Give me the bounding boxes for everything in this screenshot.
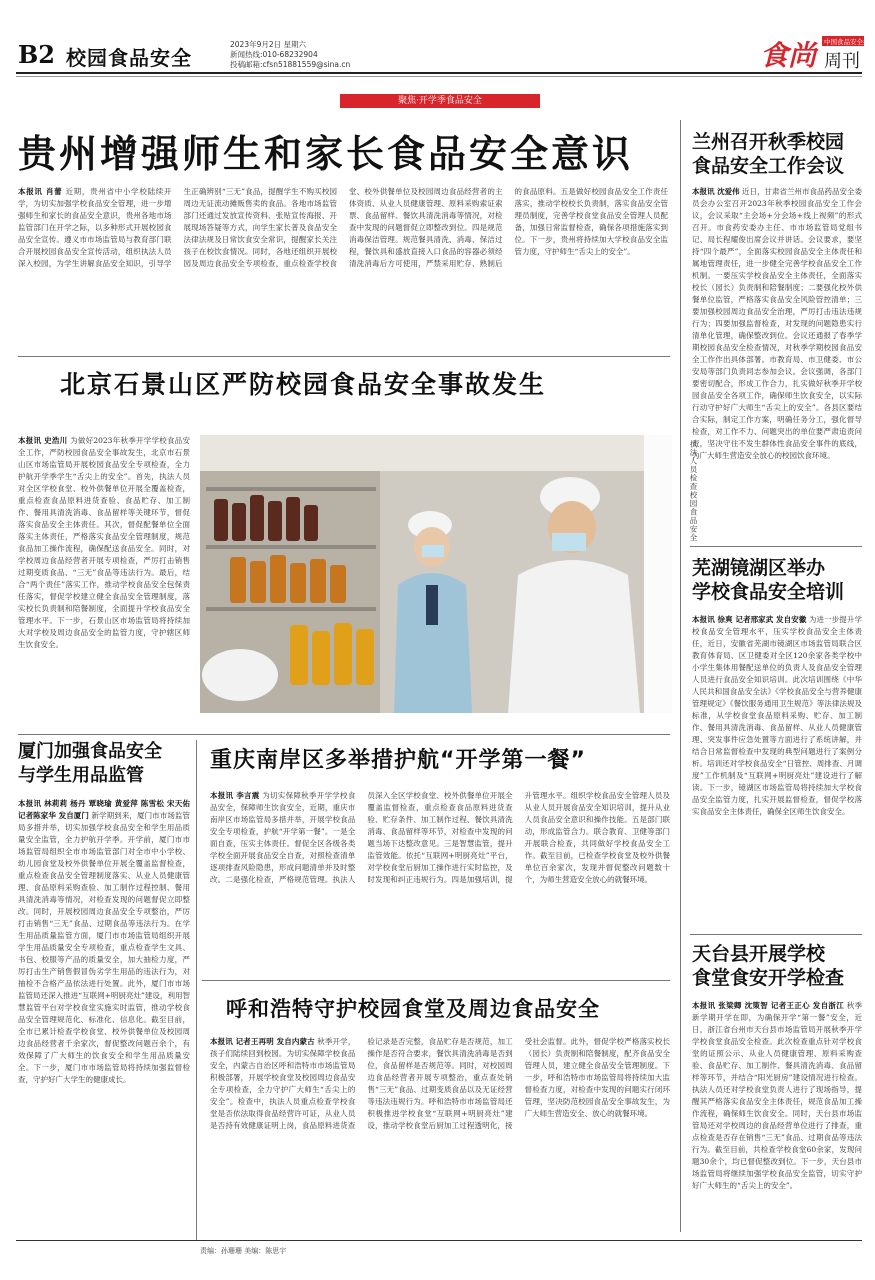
article-xiamen-title-box: [18, 740, 190, 790]
article-xiamen-body: 新学期到来，厦门市市场监管局多措并举，切实加强学校食品安全和学生用品质量安全监管，全力护航开学季。开学前，厦门市市场监管局组织全市市场监管部门对全市中小学校、幼儿园食堂及校外供餐单位开展全覆盖监督检查，重点检查食品安全管理制度落实、从业人员健康管理、食品原料采购查验、加工制作过程控制、餐用具清洗消毒等情况，对检查发现的问题督促立即整改。同时，开展校园周边食品安全专项整治，严厉打击销售“三无”食品、过期食品等违法行为。在学生用品质量监管方面，厦门市市场监管局组织开展学生用品质量安全专项检查，重点检查学生文具、书包、校服等产品的质量安全，加大抽检力度，严厉打击生产销售假冒伪劣学生用品的违法行为，对抽检不合格产品依法进行处置。此外，厦门市市场监管局还深入推进“互联网+明厨亮灶”建设，利用智慧监管平台对学校食堂实施实时监管，推动学校食品安全管理规范化、标准化、信息化。截至目前，全市已累计检查学校食堂、校外供餐单位及校园周边食品经营者千余家次，督促整改问题百余个，有效保障了广大师生的饮食安全和学生用品质量安全。下一步，厦门市市场监管局将持续加强监督检查，守护好广大学生的健康成长。: [18, 811, 190, 1084]
article-lanzhou-byline: 本报讯 沈爱伟: [692, 187, 740, 196]
article-xiamen-title-line1: 厦门加强食品安全: [18, 741, 162, 762]
article-huhehaote-title-box: [226, 990, 666, 1028]
submission-email: 投稿邮箱:cfsn51881559@sina.cn: [230, 60, 351, 69]
article-wuhu-body: 为进一步提升学校食品安全管理水平，压实学校食品安全主体责任，近日，安徽省芜湖市镜湖区市场监管局联合区教育体育局、区卫健委对全区120余家各类学校中小学生集体用餐配送单位的负责人及食品安全管理人员进行食品安全知识培训。此次培训围绕《中华人民共和国食品安全法》《学校食品安全与营养健康管理规定》《餐饮服务通用卫生规范》等法律法规及标准，从学校食堂食品原料采购、贮存、加工制作、餐用具清洗消毒、食品留样、从业人员健康管理、突发事件应急处置等方面进行了系统讲解，并结合日常监督检查中发现的典型问题进行了案例分析。培训还对学校食品安全“日管控、周排查、月调度”工作机制及“互联网+明厨亮灶”建设进行了解读。下一步，镜湖区市场监管局将持续加大学校食品安全监管力度，扎实开展监督检查，督促学校落实食品安全主体责任，确保全区师生饮食安全。: [692, 615, 862, 816]
page-section-title: 校园食品安全: [66, 46, 192, 70]
article-huhehaote-body: 秋季开学，孩子们陆续回到校园。为切实保障学校食品安全，内蒙古自治区呼和浩特市市场监管局积极部署，开展学校食堂及校园周边食品安全专项检查，全力守护广大师生“舌尖上的安全”。检查中，执法人员重点检查学校食堂是否依法取得食品经营许可证，从业人员是否持有效健康证明上岗，食品原料进货查验记录是否完整，食品贮存是否规范，加工操作是否符合要求，餐饮具清洗消毒是否到位，食品留样是否规范等。同时，对校园周边食品经营者开展专项整治，重点查处销售“三无”食品、过期变质食品以及无证经营等违法违规行为。呼和浩特市市场监管局还积极推进学校食堂“互联网+明厨亮灶”建设，推动学校食堂后厨加工过程透明化，接受社会监督。此外，督促学校严格落实校长（园长）负责制和陪餐制度，配齐食品安全管理人员，建立健全食品安全管理制度。下一步，呼和浩特市市场监管局将持续加大监督检查力度，对检查中发现的问题实行闭环管理，坚决防范校园食品安全事故发生，为广大师生营造安全、放心的就餐环境。: [210, 1037, 670, 1130]
footer-rule: [16, 1240, 862, 1241]
article-lanzhou-title-box: [692, 130, 862, 178]
article-wuhu-title-line1: 芜湖镜湖区举办: [692, 557, 826, 579]
article-tiantai: [692, 1000, 862, 1236]
article-guizhou-title-box: [18, 128, 668, 180]
topic-banner: 聚焦·开学季食品安全: [340, 94, 540, 108]
article-lanzhou: [692, 186, 862, 538]
article-beijing-body: 为做好2023年秋季开学学校食品安全工作，严防校园食品安全事故发生，北京市石景山区市场监管局开展校园食品安全专项检查，全力护航开学季学生“舌尖上的安全”。首先，执法人员对全区学校食堂、校外供餐单位开展全覆盖检查，重点检查食品原料进货查验、食品贮存、加工制作、餐用具清洗消毒、食品留样等关键环节，督促落实食品安全主体责任。其次，督促配餐单位全面落实主体责任，严格落实食品安全管理制度，规范食品加工操作流程，确保配送食品安全。同时，对学校周边食品经营者开展专项检查，严厉打击销售过期变质食品、“三无”食品等违法行为。最后，结合“两个责任”落实工作，推动学校食品安全包保责任落实，督促学校建立健全食品安全管理制度，落实校长负责制和陪餐制度，全面提升学校食品安全管理水平。下一步，石景山区市场监管局将持续加大对学校及周边食品安全的监管力度，守护辖区师生饮食安全。: [18, 436, 190, 649]
article-lanzhou-title-line1: 兰州召开秋季校园: [692, 131, 845, 153]
article-chongqing-byline: 本报讯 李言震: [210, 791, 260, 800]
article-chongqing: [210, 790, 670, 970]
article-xiamen-byline: 本报讯 林莉莉 杨丹 覃晓瑜 黄爱萍 陈雪松 宋天佑 记者陈家华 发自厦门: [18, 799, 190, 820]
news-hotline: 新闻热线:010-68232904: [230, 50, 318, 59]
article-chongqing-title-box: [210, 740, 670, 782]
article-xiamen: [18, 798, 190, 1234]
article-beijing-title-box: [60, 364, 660, 406]
article-chongqing-title: 重庆南岸区多举措护航“开学第一餐”: [210, 748, 586, 773]
page-number: B2: [18, 40, 55, 69]
editor-credit: 责编：孙珊珊 美编：陈思宇: [200, 1247, 287, 1255]
article-beijing-title: 北京石景山区严防校园食品安全事故发生: [60, 370, 547, 399]
article-tiantai-byline: 本报讯 张梁卿 沈策智 记者王正心 发自浙江: [692, 1001, 845, 1010]
article-beijing-byline: 本报讯 史浩川: [18, 436, 68, 445]
article-xiamen-title-line2: 与学生用品监管: [18, 765, 144, 786]
column-divider: [196, 740, 197, 1240]
article-wuhu-title-box: [692, 556, 862, 606]
article-wuhu-byline: 本报讯 徐爽 记者邢家武 发自安徽: [692, 615, 807, 624]
article-tiantai-body: 秋季新学期开学在即，为确保开学“第一餐”安全，近日，浙江省台州市天台县市场监管局开展秋季开学学校食堂食品安全检查。此次检查重点针对学校食堂的证照公示、从业人员健康管理、原料采购查验、食品贮存、加工制作、餐具清洗消毒、食品留样等环节，并结合“阳光厨房”建设情况进行检查。执法人员还对学校食堂负责人进行了现场指导，提醒其严格落实食品安全主体责任，规范食品加工操作流程，确保师生饮食安全。同时，天台县市场监管局还对学校周边的食品经营单位进行了排查，重点检查是否存在销售“三无”食品、过期食品等违法行为。截至目前，共检查学校食堂60余家，发现问题30余个，均已督促整改到位。下一步，天台县市场监管局将继续加强学校食品安全监管，切实守护好广大师生的“舌尖上的安全”。: [692, 1001, 862, 1190]
divider: [18, 734, 670, 735]
brand-logo-sub: 中国食品安全报: [824, 38, 865, 46]
article-beijing: [18, 435, 190, 731]
masthead-rule-thin: [16, 76, 862, 77]
divider: [18, 356, 670, 357]
divider: [690, 934, 862, 935]
article-guizhou: [18, 186, 668, 346]
article-tiantai-title-line1: 天台县开展学校: [692, 943, 826, 965]
article-guizhou-title: 贵州增强师生和家长食品安全意识: [18, 132, 634, 176]
article-lanzhou-title-line2: 食品安全工作会议: [692, 155, 845, 177]
photo-caption-text: 执法人员检查校园食品安全: [689, 440, 698, 542]
photo-caption: [688, 440, 702, 570]
article-huhehaote-byline: 本报讯 记者王再明 发自内蒙古: [210, 1037, 315, 1046]
brand-logo-text: 食尚: [760, 39, 817, 72]
brand-logo-tail: 周刊: [824, 51, 860, 72]
publish-date: 2023年9月2日 星期六: [230, 40, 307, 49]
article-guizhou-body: 近期，贵州省中小学校陆续开学，为切实加强学校食品安全管理，进一步增强师生和家长的食品安全意识，贵州各地市场监管部门在开学之际，以多种形式开展校园食品安全宣传。遵义市市场监管局与教育部门联合开展校园食品安全宣传活动，组织执法人员深入校园，为学生讲解食品安全知识，引导学生正确辨别“三无”食品，提醒学生不购买校园周边无证流动摊贩售卖的食品。各地市场监管部门还通过发放宣传资料、张贴宣传海报、开展现场答疑等方式，向学生家长普及食品安全法律法规及日常饮食安全常识，提醒家长关注孩子在校饮食情况。同时，各地还组织开展校园及周边食品安全专项检查，重点检查学校食堂、校外供餐单位及校园周边食品经营者的主体资质、从业人员健康管理、原料采购索证索票、食品留样、餐饮具清洗消毒等情况，对检查中发现的问题督促立即整改到位。四是规范消毒保洁管理。规范餐具清洗、消毒、保洁过程，餐饮具和盛放直接入口食品的容器必须经清洗消毒后方可使用，严禁采用贮存、熟制后的食品原料。五是做好校园食品安全工作责任落实，推动学校校长负责制，落实食品安全管理员制度，完善学校食堂食品安全管理人员配备，加强日常监督检查，确保各项措施落实到位。下一步，贵州将持续加大学校食品安全监管力度，守护师生“舌尖上的安全”。: [18, 187, 668, 268]
column-divider: [680, 120, 681, 1232]
divider: [202, 980, 670, 981]
article-lanzhou-body: 近日，甘肃省兰州市食品药品安全委员会办公室召开2023年秋季校园食品安全工作会议，会议采取“主会场+分会场+线上视频”的形式召开。市食药安委办主任、市市场监管局党组书记、局长程耀俊出席会议并讲话。会议要求，要坚持“四个最严”，全面落实校园食品安全主体责任和属地管理责任，进一步健全完善学校食品安全工作机制。一要压实学校食品安全主体责任，全面落实校长（园长）负责制和陪餐制度；二要强化校外供餐单位监管，严格落实食品安全风险管控清单；三要加强校园周边食品安全治理，严厉打击违法违规行为；四要加强监督检查，对发现的问题隐患实行清单化管理，确保整改到位。会议还通报了春季学期校园食品安全检查情况，对秋季学期校园食品安全工作作出具体部署。市教育局、市卫健委、市公安局等部门负责同志参加会议。会议强调，各部门要密切配合，形成工作合力，扎实做好秋季开学校园食品安全各项工作，确保师生饮食安全，以实际行动守护好广大师生“舌尖上的安全”。各县区要结合实际，制定工作方案，明确任务分工，强化督导检查，对工作不力、问题突出的单位要严肃追责问责，坚决守住不发生群体性食品安全事件的底线，为广大师生营造安全放心的校园饮食环境。: [692, 187, 862, 460]
article-huhehaote-title: 呼和浩特守护校园食堂及周边食品安全: [226, 997, 600, 1021]
article-wuhu-title-line2: 学校食品安全培训: [692, 581, 845, 603]
article-guizhou-byline: 本报讯 肖蕾: [18, 187, 63, 196]
article-tiantai-title-box: [692, 942, 862, 992]
divider: [690, 546, 862, 547]
news-photo: [200, 435, 672, 713]
masthead-rule: [16, 72, 862, 74]
article-tiantai-title-line2: 食堂食安开学检查: [692, 967, 845, 989]
article-chongqing-body: 为切实保障秋季开学学校食品安全，保障师生饮食安全，近期，重庆市南岸区市场监管局多措并举，开展学校食品安全专项检查，护航“开学第一餐”。一是全面自查，压实主体责任。督促全区各级各类学校全面开展食品安全自查，对照检查清单逐项排查风险隐患，形成问题清单并及时整改。二是强化检查，严格规范管理。执法人员深入全区学校食堂、校外供餐单位开展全覆盖监督检查，重点检查食品原料进货查验、贮存条件、加工制作过程、餐饮具清洗消毒、食品留样等环节，对检查中发现的问题当场下达整改意见。三是智慧监管，提升监管效能。依托“互联网+明厨亮灶”平台，对学校食堂后厨加工操作进行实时监控，及时发现和纠正违规行为。四是加强培训，提升管理水平。组织学校食品安全管理人员及从业人员开展食品安全知识培训，提升从业人员食品安全意识和操作技能。五是部门联动，形成监管合力。联合教育、卫健等部门开展联合检查，共同做好学校食品安全工作。截至目前，已检查学校食堂及校外供餐单位百余家次，发现并督促整改问题数十个，为师生营造安全放心的就餐环境。: [210, 791, 670, 884]
article-huhehaote: [210, 1036, 670, 1234]
article-wuhu: [692, 614, 862, 926]
brand-logo: [760, 34, 865, 72]
